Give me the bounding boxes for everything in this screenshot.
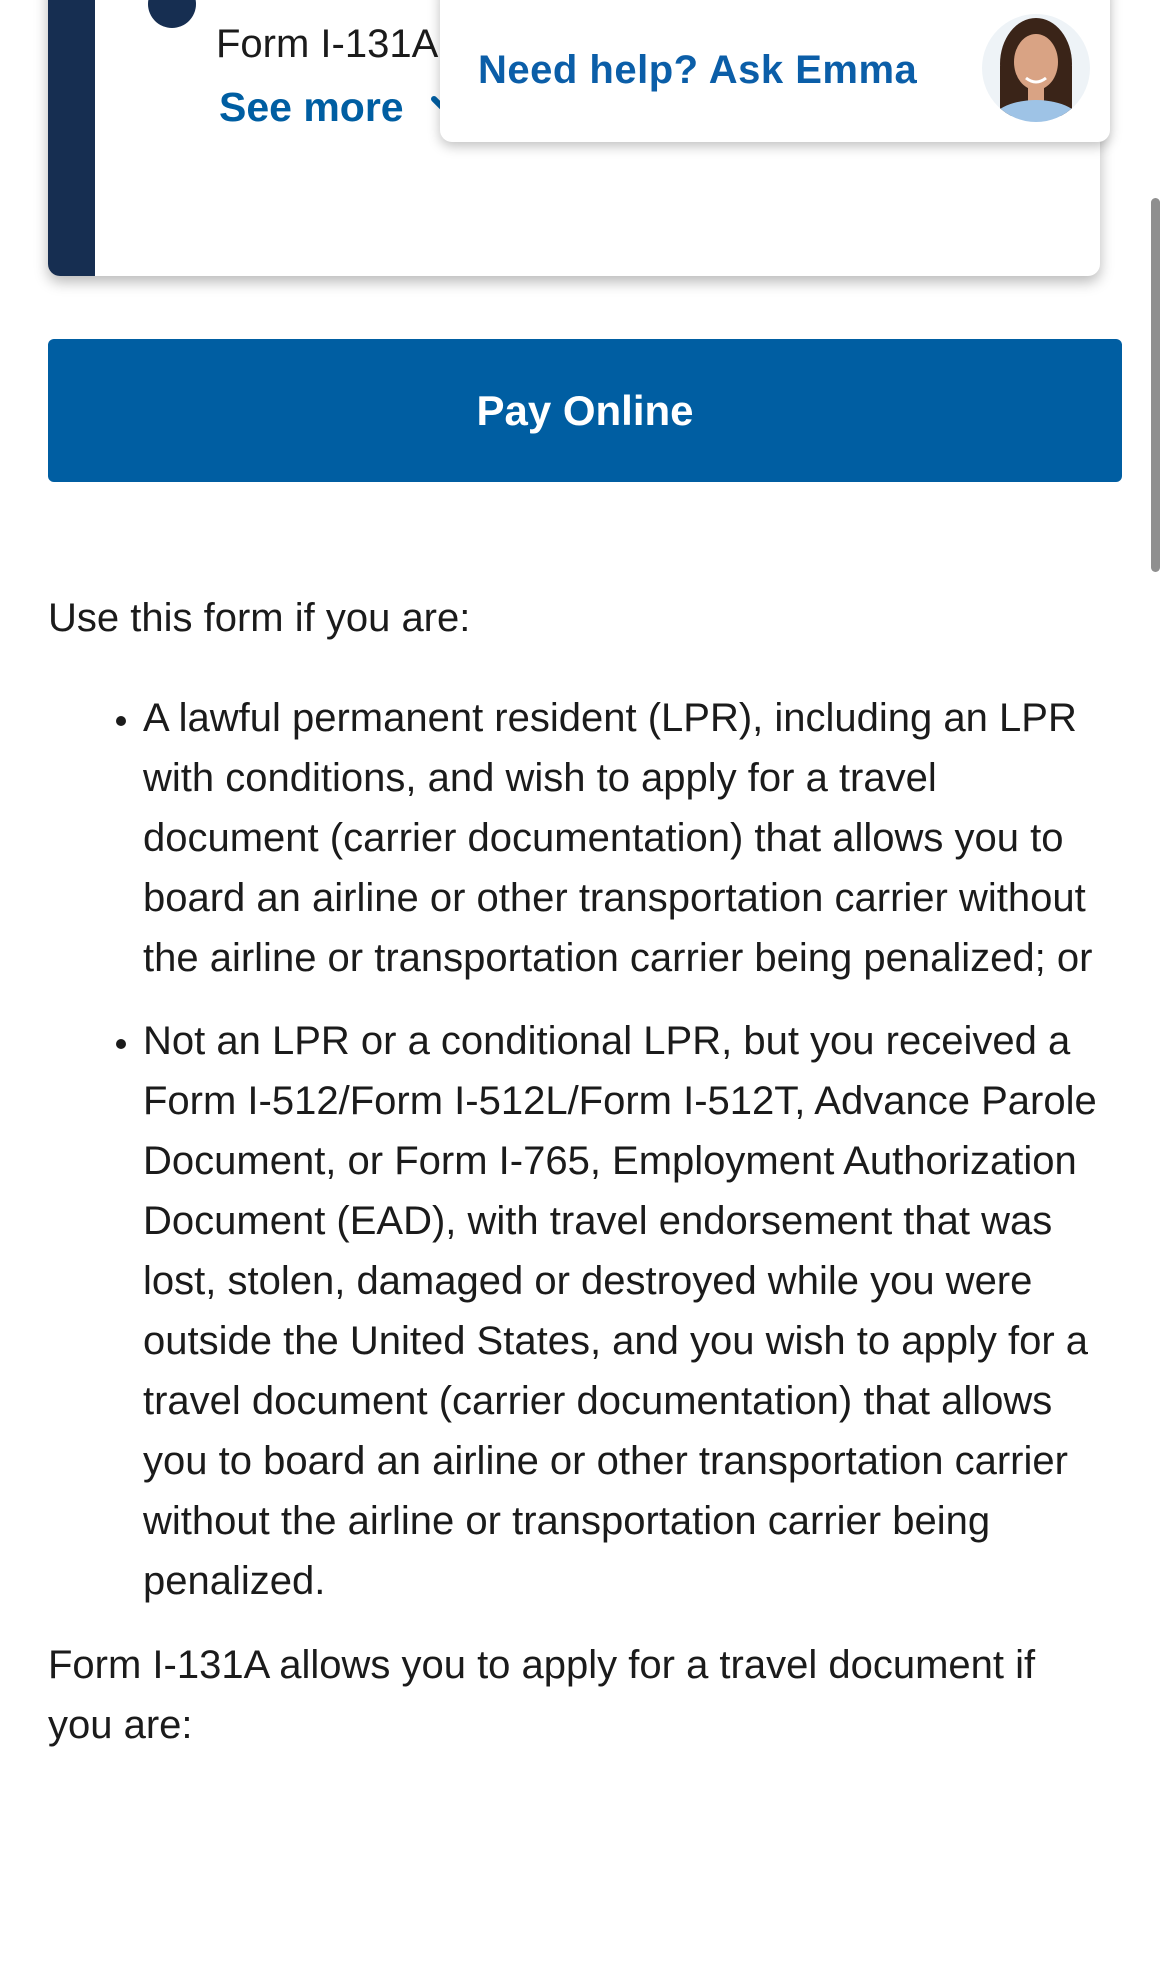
ask-emma-widget[interactable] — [440, 0, 1110, 142]
card-accent-bar — [48, 0, 95, 276]
see-more-label: See more — [219, 84, 404, 130]
emma-avatar-icon — [982, 6, 1090, 124]
list-item: • A lawful permanent resident (LPR), including an LPR with conditions, and wish to apply for a travel document (carrier documentation) that allows you to board an airline or other transportation carrier without the airline or transportation carrier being penalized; or — [143, 688, 1108, 988]
card-form-label: Form I-131A — [216, 22, 439, 66]
form-description — [48, 588, 1108, 1755]
scrollbar-thumb[interactable] — [1151, 198, 1160, 572]
see-more-link[interactable] — [219, 84, 470, 131]
intro-text: Use this form if you are: — [48, 596, 471, 640]
list-item: • Not an LPR or a conditional LPR, but you received a Form I-512/Form I-512L/Form I-512T, Advance Parole Document, or Form I-765, Employment Authorization Document (EAD), with travel endorsement that was lost, stolen, damaged or destroyed while you were outside the United States, and you wish to apply for a travel document (carrier documentation) that allows you to board an airline or other transportation carrier without the airline or transportation carrier being penalized. — [143, 1011, 1108, 1611]
paragraph-2: Form I-131A allows you to apply for a travel document if you are: — [48, 1643, 1036, 1747]
status-dot-icon — [148, 0, 196, 28]
ask-emma-label: Need help? Ask Emma — [478, 48, 918, 92]
pay-online-button[interactable]: Pay Online — [48, 339, 1122, 482]
eligibility-list — [48, 688, 1108, 1611]
